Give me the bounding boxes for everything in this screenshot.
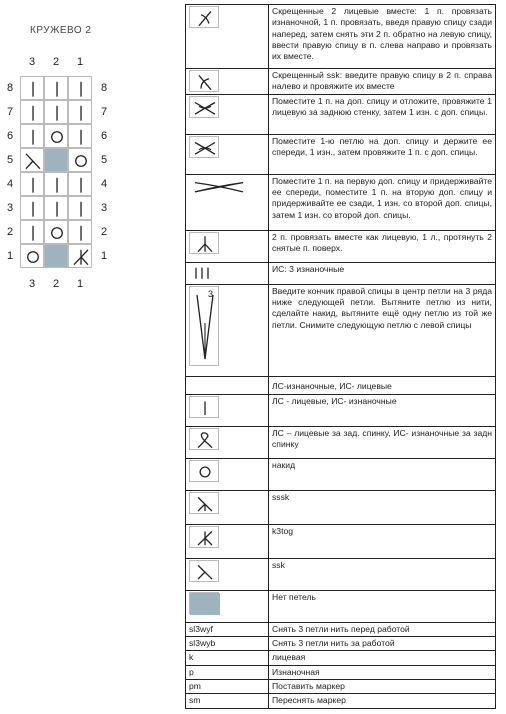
legend-text: ЛС – лицевые за зад. спинку, ИС- изнаночные за задн спинку: [269, 426, 496, 458]
knitting-chart: [0, 0, 180, 300]
chart-cell-yo: [44, 220, 68, 244]
legend-symbol: [186, 490, 269, 524]
chart-cell-knit: [44, 196, 68, 220]
legend-text: Скрещенный ssk: введите правую спицу в 2 п. справа налево и провяжите их вместе: [269, 69, 496, 95]
row-number-right: 4: [100, 178, 108, 190]
knit-icon: [189, 396, 219, 418]
legend-symbol: [186, 262, 269, 284]
column-number: 2: [52, 278, 60, 290]
knit-tbl-icon: [189, 428, 219, 450]
k3tog-icon: [189, 526, 219, 548]
abbreviation: pm: [186, 680, 269, 694]
column-number: 2: [52, 56, 60, 68]
sssk-icon: [189, 492, 219, 514]
legend-row: [186, 262, 496, 284]
chart-cell-knit: [68, 172, 92, 196]
abbreviation-text: Переснять маркер: [269, 694, 496, 708]
row-number-left: 7: [6, 106, 14, 118]
chart-cell-knit: [20, 124, 44, 148]
chart-cell-knit: [68, 196, 92, 220]
chart-cell-yo: [68, 148, 92, 172]
cable-right-icon: [189, 96, 219, 118]
legend-symbol: [186, 376, 269, 394]
chart-grid: [20, 76, 92, 268]
abbreviation-text: Снять 3 петли нить перед работой: [269, 622, 496, 636]
abbreviation: sl3wyf: [186, 622, 269, 636]
legend-row: [186, 376, 496, 394]
chart-cell-nostitch: [44, 148, 68, 172]
legend-row: [186, 230, 496, 262]
k2tog-tbl-icon: [189, 6, 219, 28]
chart-cell-nostitch: [44, 244, 68, 268]
chart-cell-knit: [44, 172, 68, 196]
legend-row: [186, 94, 496, 134]
row-number-right: 1: [100, 250, 108, 262]
legend-text: Введите кончик правой спицы в центр петли на 3 ряда ниже следующей петли. Вытяните петлю из нити, сделайте накид, вытяните ещё одну петлю из той же петли. Снимите следующую петлю с левой спицы: [269, 284, 496, 376]
legend-row: [186, 558, 496, 590]
legend-text: ИС: 3 изнаночные: [269, 262, 496, 284]
legend-text: sssk: [269, 490, 496, 524]
legend-symbol: [186, 230, 269, 262]
legend-row: [186, 134, 496, 174]
three-purl-icon: [189, 264, 215, 282]
abbreviation-row: [186, 622, 496, 636]
legend-row: [186, 174, 496, 230]
row-number-left: 4: [6, 178, 14, 190]
legend-symbol: [186, 134, 269, 174]
legend-symbol: [186, 174, 269, 230]
legend-table: [185, 4, 496, 709]
abbreviation: sl3wyb: [186, 637, 269, 651]
legend-row: [186, 426, 496, 458]
legend-text: Поместите 1-ю петлю на доп. спицу и держите ее спереди, 1 изн., затем провяжите 1 п. с доп. спицы.: [269, 134, 496, 174]
chart-cell-knit: [68, 220, 92, 244]
abbreviation: p: [186, 665, 269, 679]
legend-text: Нет петель: [269, 590, 496, 622]
cable-wide-icon: [189, 176, 249, 198]
legend-text: Скрещенные 2 лицевые вместе: 1 п. провязать изнаночной, 1 п. провязать, введя правую спицу сзади наперед, затем снять эти 2 п. обратно на левую спицу, ввести правую спицу в п. слева направо и провязать их вместе.: [269, 5, 496, 69]
legend-row: [186, 5, 496, 69]
legend-row: [186, 394, 496, 426]
legend-text: 2 п. провязать вместе как лицевую, 1 л., протянуть 2 снятые п. поверх.: [269, 230, 496, 262]
chart-cell-knit: [20, 196, 44, 220]
yo-icon: [189, 460, 219, 482]
row-number-right: 7: [100, 106, 108, 118]
column-number: 1: [76, 56, 84, 68]
row-number-right: 8: [100, 82, 108, 94]
chart-title: КРУЖЕВО 2: [30, 25, 92, 36]
ssk-twisted-icon: [189, 70, 219, 92]
abbreviation: k: [186, 651, 269, 665]
legend-text: ЛС-изнаночные, ИС- лицевые: [269, 376, 496, 394]
abbreviation-row: [186, 680, 496, 694]
row-number-left: 6: [6, 130, 14, 142]
abbreviation-text: Поставить маркер: [269, 680, 496, 694]
column-number: 3: [28, 56, 36, 68]
legend-symbol: [186, 590, 269, 622]
drop-loop-icon: [189, 286, 219, 366]
column-number: 1: [76, 278, 84, 290]
chart-cell-knit: [68, 76, 92, 100]
chart-cell-yo: [20, 244, 44, 268]
row-number-left: 8: [6, 82, 14, 94]
chart-cell-knit: [20, 172, 44, 196]
chart-cell-knit: [44, 76, 68, 100]
chart-cell-ssk: [20, 148, 44, 172]
row-number-right: 5: [100, 154, 108, 166]
row-number-left: 5: [6, 154, 14, 166]
legend-row: [186, 69, 496, 95]
legend-symbol: [186, 524, 269, 558]
legend-text: ЛС - лицевые, ИС- изнаночные: [269, 394, 496, 426]
abbreviation-row: [186, 694, 496, 708]
legend-symbol: [186, 94, 269, 134]
legend-text: ssk: [269, 558, 496, 590]
chart-cell-knit: [68, 124, 92, 148]
legend-symbol: [186, 284, 269, 376]
abbreviation-row: [186, 637, 496, 651]
abbreviation-text: Изнаночная: [269, 665, 496, 679]
legend-row: [186, 524, 496, 558]
cable-left-icon: [189, 136, 219, 158]
chart-cell-k3tog: [68, 244, 92, 268]
legend-text: Поместите 1 п. на доп. спицу и отложите, провяжите 1 лицевую за заднюю стенку, затем 1 изн. с доп. спицы.: [269, 94, 496, 134]
legend-symbol: [186, 69, 269, 95]
row-number-right: 2: [100, 226, 108, 238]
abbreviation-text: Снять 3 петли нить за работой: [269, 637, 496, 651]
legend-text: накид: [269, 458, 496, 490]
row-number-left: 2: [6, 226, 14, 238]
row-number-right: 3: [100, 202, 108, 214]
chart-cell-knit: [20, 220, 44, 244]
k2-psso-icon: [189, 232, 219, 254]
no-stitch-icon: [189, 592, 219, 614]
row-number-right: 6: [100, 130, 108, 142]
legend-symbol: [186, 394, 269, 426]
abbreviation-row: [186, 651, 496, 665]
abbreviation-row: [186, 665, 496, 679]
legend-symbol: [186, 426, 269, 458]
legend-row: [186, 458, 496, 490]
legend-symbol: [186, 458, 269, 490]
chart-cell-knit: [20, 100, 44, 124]
chart-cell-knit: [68, 100, 92, 124]
row-number-left: 1: [6, 250, 14, 262]
row-number-left: 3: [6, 202, 14, 214]
legend-text: Поместите 1 п. на первую доп. спицу и придерживайте ее спереди, поместите 1 п. на вторую доп. спицу и придерживайте ее сзади, 1 изн. со второй доп. спицы, затем 1 изн. со второй доп. спицы.: [269, 174, 496, 230]
ssk-icon: [189, 560, 219, 582]
legend-symbol-label: 3: [208, 288, 214, 299]
chart-cell-knit: [44, 100, 68, 124]
abbreviation: sm: [186, 694, 269, 708]
legend-row: [186, 284, 496, 376]
legend-symbol: [186, 558, 269, 590]
legend-symbol: [186, 5, 269, 69]
legend-row: [186, 490, 496, 524]
column-number: 3: [28, 278, 36, 290]
legend-row: [186, 590, 496, 622]
legend-text: k3tog: [269, 524, 496, 558]
chart-cell-yo: [44, 124, 68, 148]
chart-cell-knit: [20, 76, 44, 100]
abbreviation-text: лицевая: [269, 651, 496, 665]
